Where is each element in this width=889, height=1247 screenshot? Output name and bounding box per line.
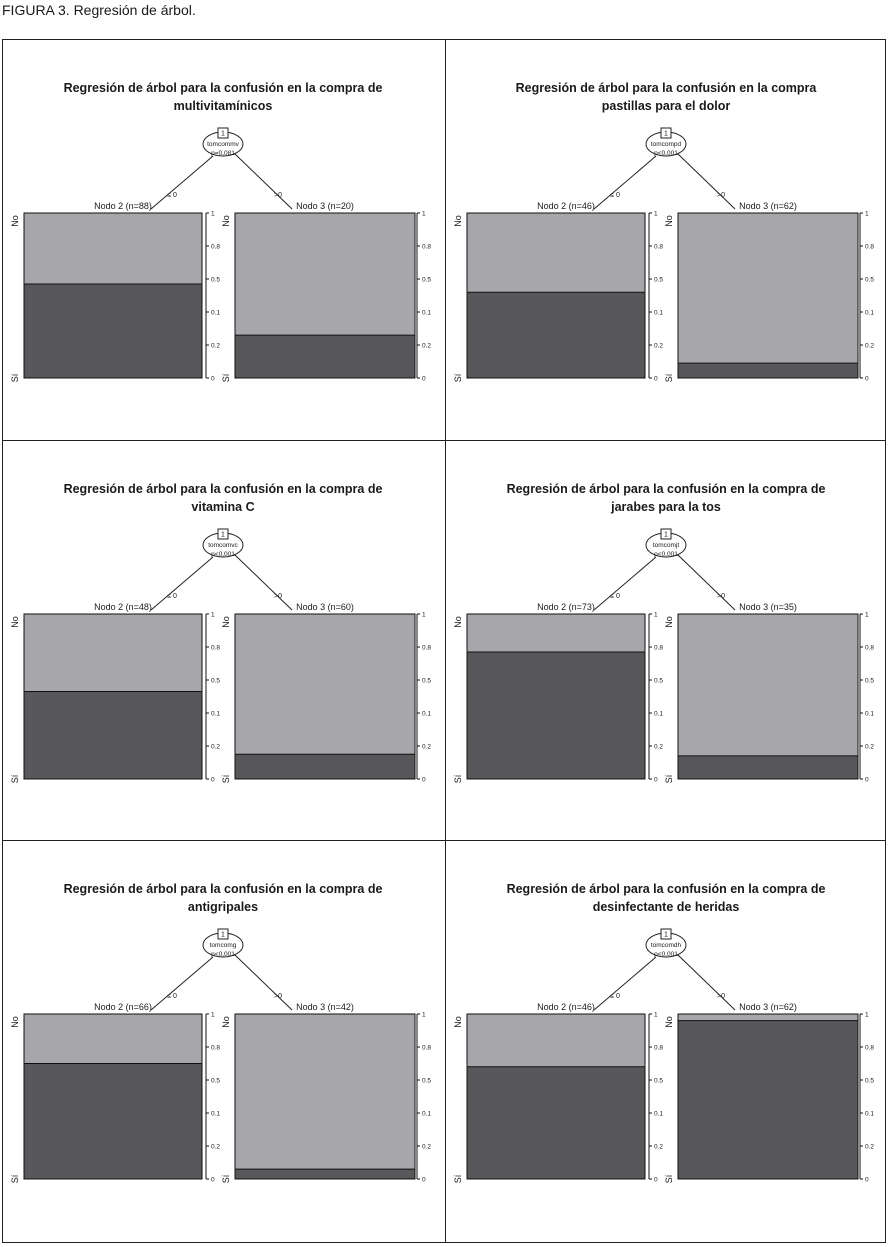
- left-bar-no: [24, 614, 202, 692]
- left-y-tick-label: 0.5: [211, 677, 221, 685]
- right-y-tick-label: 0: [422, 1176, 426, 1184]
- left-y-tick-label: 0.5: [654, 1077, 664, 1085]
- root-node-id: 1: [664, 931, 668, 939]
- right-bar-si: [235, 335, 415, 378]
- root-node-pvalue: p<0,001: [654, 551, 678, 558]
- root-node-id: 1: [664, 531, 668, 539]
- right-node-label: Nodo 3 (n=62): [739, 201, 797, 211]
- right-edge-label: >0: [274, 192, 282, 199]
- right-node-label: Nodo 3 (n=42): [296, 1002, 354, 1012]
- right-y-tick-label: 0.5: [422, 276, 432, 284]
- root-node-id: 1: [221, 931, 225, 939]
- left-edge: [151, 957, 213, 1010]
- right-node-label: Nodo 3 (n=35): [739, 602, 797, 612]
- right-bar-no: [235, 614, 415, 754]
- tree-chart-svg: [445, 39, 887, 439]
- right-bar-si: [678, 1021, 858, 1179]
- chart-title-line: Regresión de árbol para la confusión en la compra de: [63, 882, 383, 896]
- left-ylabel-no: No: [10, 215, 20, 227]
- left-ylabel-si: Sí: [10, 1174, 20, 1184]
- left-edge-label: ≤ 0: [610, 993, 620, 1000]
- left-y-tick-label: 0.2: [211, 743, 221, 751]
- left-bar-no: [467, 614, 645, 652]
- right-edge-label: >0: [717, 993, 725, 1000]
- left-y-tick-label: 0.5: [654, 677, 664, 685]
- root-node-pvalue: p=0,081: [211, 150, 235, 157]
- right-ylabel-si: Sí: [664, 1174, 674, 1184]
- left-edge: [594, 156, 656, 209]
- right-bar-si: [678, 756, 858, 779]
- right-edge-label: >0: [717, 593, 725, 600]
- right-y-tick-label: 0: [865, 1176, 869, 1184]
- left-y-tick-label: 0.8: [654, 1044, 664, 1052]
- left-bar-no: [24, 1014, 202, 1064]
- right-ylabel-no: No: [664, 1016, 674, 1028]
- left-node-label: Nodo 2 (n=88): [94, 201, 152, 211]
- root-node-id: 1: [664, 130, 668, 138]
- tree-panel: [445, 39, 887, 439]
- left-node-label: Nodo 2 (n=66): [94, 1002, 152, 1012]
- root-node-id: 1: [221, 130, 225, 138]
- left-y-tick-label: 1: [211, 1011, 215, 1019]
- left-y-tick-label: 1: [211, 611, 215, 619]
- left-y-tick-label: 0: [654, 375, 658, 383]
- left-edge: [151, 156, 213, 209]
- right-y-tick-label: 1: [422, 210, 426, 218]
- left-y-tick-label: 0.1: [211, 309, 221, 317]
- left-y-tick-label: 0.1: [654, 710, 664, 718]
- left-y-tick-label: 0.2: [211, 342, 221, 350]
- left-y-tick-label: 0: [211, 776, 215, 784]
- left-y-tick-label: 0.8: [211, 644, 221, 652]
- left-y-tick-label: 1: [654, 1011, 658, 1019]
- chart-title-line: Regresión de árbol para la confusión en la compra de: [506, 482, 826, 496]
- left-y-tick-label: 0: [211, 1176, 215, 1184]
- root-node-variable: tomcompd: [650, 141, 682, 148]
- left-y-tick-label: 0.8: [211, 243, 221, 251]
- right-y-tick-label: 0: [422, 375, 426, 383]
- left-ylabel-no: No: [10, 1016, 20, 1028]
- right-y-tick-label: 1: [422, 611, 426, 619]
- left-bar-si: [467, 652, 645, 779]
- left-y-tick-label: 0.1: [211, 710, 221, 718]
- right-y-tick-label: 0: [865, 375, 869, 383]
- right-edge-label: >0: [274, 993, 282, 1000]
- left-edge-label: ≤ 0: [167, 192, 177, 199]
- tree-panel: [2, 440, 444, 840]
- tree-chart-svg: [2, 39, 444, 439]
- right-ylabel-no: No: [664, 215, 674, 227]
- right-y-tick-label: 0.8: [422, 644, 432, 652]
- tree-panel: [445, 840, 887, 1240]
- root-node-variable: tomcomjt: [652, 542, 680, 549]
- left-y-tick-label: 0.1: [211, 1110, 221, 1118]
- left-bar-si: [24, 692, 202, 779]
- root-node-variable: tomcomg: [209, 942, 237, 949]
- left-y-tick-label: 0.8: [654, 644, 664, 652]
- root-node-pvalue: p<0,001: [654, 951, 678, 958]
- right-y-tick-label: 0.2: [422, 1143, 432, 1151]
- left-bar-si: [24, 1064, 202, 1180]
- tree-chart-svg: [2, 440, 444, 840]
- left-y-tick-label: 0.5: [211, 276, 221, 284]
- left-ylabel-si: Sí: [453, 1174, 463, 1184]
- right-y-tick-label: 0.1: [422, 710, 432, 718]
- left-y-tick-label: 1: [654, 611, 658, 619]
- right-edge: [678, 955, 735, 1010]
- right-y-tick-label: 1: [865, 210, 869, 218]
- right-y-tick-label: 0.2: [422, 342, 432, 350]
- root-node-variable: tomcommv: [207, 141, 239, 148]
- right-y-tick-label: 0.8: [422, 1044, 432, 1052]
- right-y-tick-label: 0.1: [422, 1110, 432, 1118]
- right-edge: [235, 955, 292, 1010]
- chart-title-line: Regresión de árbol para la confusión en la compra: [515, 81, 817, 95]
- left-y-tick-label: 0.8: [654, 243, 664, 251]
- left-ylabel-no: No: [10, 616, 20, 628]
- tree-panel: [2, 39, 444, 439]
- left-node-label: Nodo 2 (n=73): [537, 602, 595, 612]
- tree-panel: [2, 840, 444, 1240]
- right-edge: [235, 154, 292, 209]
- chart-title-line: pastillas para el dolor: [601, 99, 731, 113]
- right-y-tick-label: 1: [422, 1011, 426, 1019]
- right-edge: [678, 154, 735, 209]
- left-y-tick-label: 1: [654, 210, 658, 218]
- left-ylabel-si: Sí: [10, 774, 20, 784]
- right-y-tick-label: 0.8: [865, 1044, 875, 1052]
- chart-title-line: vitamina C: [191, 500, 255, 514]
- right-edge-label: >0: [717, 192, 725, 199]
- left-y-tick-label: 0.1: [654, 309, 664, 317]
- left-edge-label: ≤ 0: [610, 192, 620, 199]
- tree-panel: [445, 440, 887, 840]
- right-node-label: Nodo 3 (n=60): [296, 602, 354, 612]
- right-ylabel-si: Sí: [664, 774, 674, 784]
- right-ylabel-si: Sí: [664, 373, 674, 383]
- left-ylabel-no: No: [453, 215, 463, 227]
- root-node-variable: tomcomvc: [208, 542, 238, 549]
- left-ylabel-si: Sí: [453, 373, 463, 383]
- left-bar-no: [24, 213, 202, 284]
- right-ylabel-si: Sí: [221, 373, 231, 383]
- right-y-tick-label: 0.5: [422, 677, 432, 685]
- chart-title-line: antigripales: [187, 900, 259, 914]
- left-y-tick-label: 0.5: [654, 276, 664, 284]
- chart-title-line: Regresión de árbol para la confusión en la compra de: [63, 482, 383, 496]
- left-y-tick-label: 0.2: [654, 743, 664, 751]
- left-ylabel-no: No: [453, 1016, 463, 1028]
- left-y-tick-label: 0: [654, 776, 658, 784]
- left-y-tick-label: 0.1: [654, 1110, 664, 1118]
- tree-chart-svg: [2, 840, 444, 1240]
- root-node-pvalue: p<0,001: [211, 951, 235, 958]
- right-y-tick-label: 1: [865, 611, 869, 619]
- right-edge-label: >0: [274, 593, 282, 600]
- left-y-tick-label: 1: [211, 210, 215, 218]
- left-edge-label: ≤ 0: [167, 593, 177, 600]
- left-bar-no: [467, 213, 645, 292]
- root-node-id: 1: [221, 531, 225, 539]
- chart-title-line: Regresión de árbol para la confusión en la compra de: [506, 882, 826, 896]
- right-ylabel-no: No: [664, 616, 674, 628]
- left-node-label: Nodo 2 (n=46): [537, 201, 595, 211]
- right-ylabel-no: No: [221, 215, 231, 227]
- left-ylabel-no: No: [453, 616, 463, 628]
- right-bar-si: [678, 363, 858, 378]
- right-node-label: Nodo 3 (n=62): [739, 1002, 797, 1012]
- left-y-tick-label: 0: [211, 375, 215, 383]
- right-edge: [678, 555, 735, 610]
- left-y-tick-label: 0.2: [654, 1143, 664, 1151]
- left-edge: [151, 557, 213, 610]
- left-y-tick-label: 0.8: [211, 1044, 221, 1052]
- left-ylabel-si: Sí: [10, 373, 20, 383]
- left-y-tick-label: 0: [654, 1176, 658, 1184]
- left-y-tick-label: 0.2: [211, 1143, 221, 1151]
- right-bar-no: [678, 1014, 858, 1021]
- left-edge-label: ≤ 0: [610, 593, 620, 600]
- left-edge-label: ≤ 0: [167, 993, 177, 1000]
- right-y-tick-label: 0.8: [422, 243, 432, 251]
- left-bar-si: [467, 292, 645, 378]
- left-y-tick-label: 0.2: [654, 342, 664, 350]
- left-y-tick-label: 0.5: [211, 1077, 221, 1085]
- right-y-tick-label: 0.1: [865, 309, 875, 317]
- right-y-tick-label: 0.8: [865, 644, 875, 652]
- right-y-tick-label: 0.2: [865, 342, 875, 350]
- right-bar-no: [235, 1014, 415, 1169]
- right-y-tick-label: 1: [865, 1011, 869, 1019]
- tree-chart-svg: [445, 840, 887, 1240]
- left-bar-no: [467, 1014, 645, 1067]
- right-ylabel-no: No: [221, 616, 231, 628]
- chart-title-line: desinfectante de heridas: [592, 900, 740, 914]
- left-edge: [594, 557, 656, 610]
- right-y-tick-label: 0.5: [422, 1077, 432, 1085]
- left-node-label: Nodo 2 (n=46): [537, 1002, 595, 1012]
- right-y-tick-label: 0: [865, 776, 869, 784]
- chart-title-line: multivitamínicos: [173, 99, 273, 113]
- right-y-tick-label: 0.8: [865, 243, 875, 251]
- right-bar-no: [235, 213, 415, 335]
- right-y-tick-label: 0.1: [865, 1110, 875, 1118]
- right-node-label: Nodo 3 (n=20): [296, 201, 354, 211]
- right-y-tick-label: 0.5: [865, 276, 875, 284]
- right-bar-si: [235, 1169, 415, 1179]
- right-ylabel-si: Sí: [221, 774, 231, 784]
- right-bar-si: [235, 754, 415, 779]
- right-y-tick-label: 0: [422, 776, 426, 784]
- root-node-pvalue: p<0,001: [211, 551, 235, 558]
- right-y-tick-label: 0.5: [865, 1077, 875, 1085]
- chart-title-line: jarabes para la tos: [611, 500, 721, 514]
- left-bar-si: [467, 1067, 645, 1179]
- left-bar-si: [24, 284, 202, 378]
- right-y-tick-label: 0.1: [865, 710, 875, 718]
- right-ylabel-no: No: [221, 1016, 231, 1028]
- right-y-tick-label: 0.1: [422, 309, 432, 317]
- root-node-pvalue: p<0,001: [654, 150, 678, 157]
- right-bar-no: [678, 614, 858, 756]
- left-edge: [594, 957, 656, 1010]
- tree-chart-svg: [445, 440, 887, 840]
- figure-label: FIGURA 3. Regresión de árbol.: [2, 2, 196, 18]
- right-y-tick-label: 0.2: [865, 743, 875, 751]
- left-ylabel-si: Sí: [453, 774, 463, 784]
- right-ylabel-si: Sí: [221, 1174, 231, 1184]
- chart-title-line: Regresión de árbol para la confusión en la compra de: [63, 81, 383, 95]
- root-node-variable: tomcomdh: [650, 942, 682, 949]
- right-bar-no: [678, 213, 858, 363]
- left-node-label: Nodo 2 (n=48): [94, 602, 152, 612]
- right-edge: [235, 555, 292, 610]
- right-y-tick-label: 0.2: [865, 1143, 875, 1151]
- right-y-tick-label: 0.2: [422, 743, 432, 751]
- right-y-tick-label: 0.5: [865, 677, 875, 685]
